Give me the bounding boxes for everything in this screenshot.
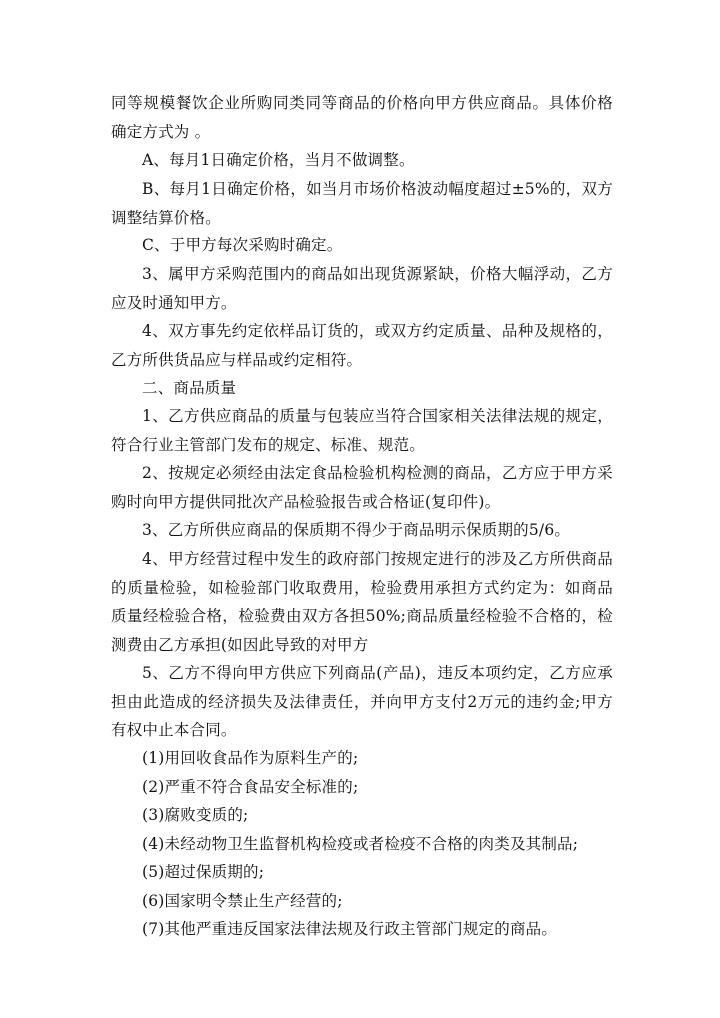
list-item: (6)国家明令禁止生产经营的; [142,892,343,910]
paragraph-quality-1: 1、乙方供应商品的质量与包装应当符合国家相关法律法规的规定，符合行业主管部门发布的规定、标准、规范。 [111,407,613,454]
paragraph-option-b: B、每月1日确定价格，如当月市场价格波动幅度超过±5%的，双方调整结算价格。 [111,180,613,227]
list-item: (2)严重不符合食品安全标准的; [142,778,359,796]
paragraph-quality-3: 3、乙方所供应商品的保质期不得少于商品明示保质期的5/6。 [142,521,571,539]
section-heading-quality: 二、商品质量 [142,379,237,397]
list-item: (1)用回收食品作为原料生产的; [142,749,359,767]
paragraph-clause-3-shortage: 3、属甲方采购范围内的商品如出现货源紧缺，价格大幅浮动，乙方应及时通知甲方。 [111,265,613,312]
paragraph-quality-2: 2、按规定必须经由法定食品检验机构检测的商品，乙方应于甲方采购时向甲方提供同批次产品检验报告或合格证(复印件)。 [111,464,613,511]
paragraph-quality-4: 4、甲方经营过程中发生的政府部门按规定进行的涉及乙方所供商品的质量检验，如检验部门收取费用，检验费用承担方式约定为：如商品质量经检验合格，检验费由双方各担50%;商品质量经检验不合格的，检测费由乙方承担(如因此导致的对甲方 [111,550,613,654]
list-item: (7)其他严重违反国家法律法规及行政主管部门规定的商品。 [142,920,558,938]
paragraph-option-c: C、于甲方每次采购时确定。 [142,236,343,254]
list-item: (3)腐败变质的; [142,806,249,824]
paragraph-option-a: A、每月1日确定价格，当月不做调整。 [142,151,415,169]
paragraph-clause-4-samples: 4、双方事先约定依样品订货的，或双方约定质量、品种及规格的，乙方所供货品应与样品或约定相符。 [111,322,613,369]
paragraph-quality-5: 5、乙方不得向甲方供应下列商品(产品)，违反本项约定，乙方应承担由此造成的经济损失及法律责任，并向甲方支付2万元的违约金;甲方有权中止本合同。 [111,664,613,739]
list-item: (4)未经动物卫生监督机构检疫或者检疫不合格的肉类及其制品; [142,835,579,853]
list-item: (5)超过保质期的; [142,863,265,881]
paragraph-price-method: 同等规模餐饮企业所购同类同等商品的价格向甲方供应商品。具体价格确定方式为 。 [111,94,613,141]
